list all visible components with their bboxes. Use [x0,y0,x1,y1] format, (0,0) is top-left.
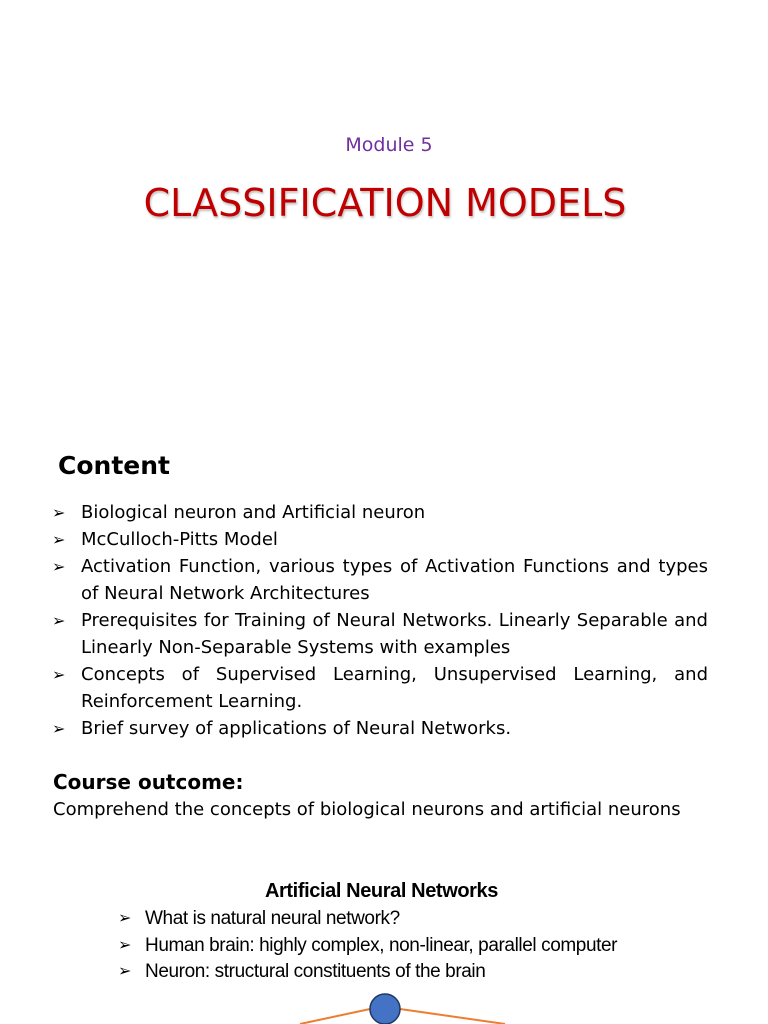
slide-title: CLASSIFICATION MODELS [143,181,627,225]
neuron-edge-right [400,1009,505,1024]
arrow-bullet-icon: ➢ [118,936,132,954]
arrow-bullet-icon: ➢ [52,557,66,576]
list-item: ➢ Concepts of Supervised Learning, Unsupervised Learning, and Reinforcement Learning. [52,661,708,715]
arrow-bullet-icon: ➢ [52,719,66,738]
arrow-bullet-icon: ➢ [118,910,132,927]
list-item: ➢ Neuron: structural constituents of the brain [118,959,617,986]
arrow-bullet-icon: ➢ [118,963,132,980]
neuron-edge-left [300,1009,370,1024]
course-outcome-heading: Course outcome: [53,770,244,794]
list-item: ➢ Human brain: highly complex, non-linear, parallel computer [118,933,617,960]
arrow-bullet-icon: ➢ [52,611,66,630]
list-item: ➢ What is natural neural network? [118,906,617,933]
neuron-diagram [0,985,768,1024]
content-heading: Content [58,451,170,480]
arrow-bullet-icon: ➢ [52,530,66,549]
list-item: ➢ McCulloch-Pitts Model [52,526,708,553]
list-item: ➢ Prerequisites for Training of Neural Networks. Linearly Separable and Linearly Non-Separable Systems with examples [52,607,708,661]
course-outcome-text: Comprehend the concepts of biological neurons and artificial neurons [53,799,681,820]
list-item: ➢ Biological neuron and Artificial neuron [52,499,708,526]
neuron-node [370,994,400,1024]
list-item: ➢ Brief survey of applications of Neural Networks. [52,715,708,742]
ann-bullet-list [118,906,617,986]
list-item: ➢ Activation Function, various types of Activation Functions and types of Neural Network Architectures [52,553,708,607]
ann-slide-title: Artificial Neural Networks [264,880,498,902]
arrow-bullet-icon: ➢ [52,503,66,522]
arrow-bullet-icon: ➢ [52,665,66,684]
content-bullet-list [52,499,708,742]
module-label: Module 5 [345,134,433,156]
